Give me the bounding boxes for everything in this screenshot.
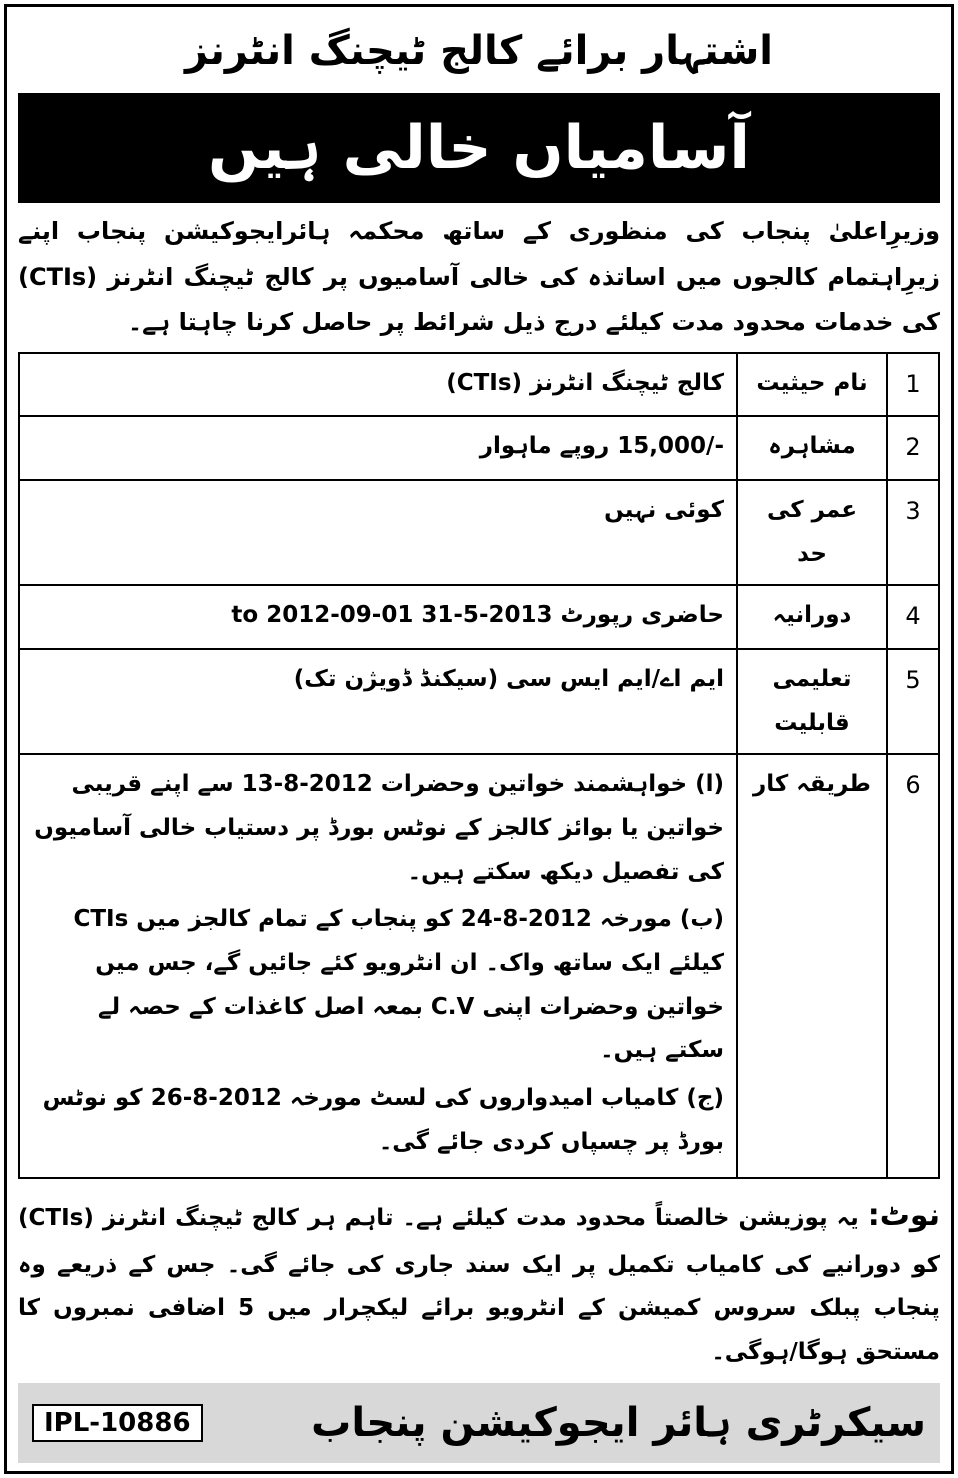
procedure-cell xyxy=(19,754,737,1177)
procedure-point: (ا) خواہشمند خواتین وحضرات 2012-8-13 سے اپنے قریبی خواتین یا بوائز کالجز کے نوٹس بورڈ پر دستیاب خالی آسامیوں کی تفصیل دیکھ سکتے ہیں۔ xyxy=(34,771,724,885)
row-number: 5 xyxy=(887,649,939,754)
row-number: 2 xyxy=(887,416,939,480)
row-value: ایم اے/ایم ایس سی (سیکنڈ ڈویژن تک) xyxy=(19,649,737,754)
intro-paragraph: وزیرِاعلیٰ پنجاب کی منظوری کے ساتھ محکمہ ہائرایجوکیشن پنجاب اپنے زیرِاہتمام کالجوں میں اساتذہ کی خالی آسامیوں پر کالج ٹیچنگ انٹرنز (CTIs) کی خدمات محدود مدت کیلئے درج ذیل شرائط پر حاصل کرنا چاہتا ہے۔ xyxy=(18,217,940,337)
ad-border xyxy=(4,4,954,1474)
row-label: طریقہ کار xyxy=(737,754,887,1177)
table-row xyxy=(19,649,939,754)
table-row xyxy=(19,754,939,1177)
row-label: تعلیمی قابلیت xyxy=(737,649,887,754)
row-number: 1 xyxy=(887,353,939,417)
footer-band xyxy=(18,1383,940,1463)
row-value: حاضری رپورٹ 2013-5-31 to 2012-09-01 xyxy=(19,585,737,649)
row-label: نام حیثیت xyxy=(737,353,887,417)
row-value: کوئی نہیں xyxy=(19,480,737,585)
ad-reference-number: IPL-10886 xyxy=(32,1404,203,1442)
terms-table xyxy=(18,352,940,1179)
table-row xyxy=(19,416,939,480)
ad-title: اشتہار برائے کالج ٹیچنگ انٹرنز xyxy=(184,28,774,74)
row-number: 6 xyxy=(887,754,939,1177)
row-label: دورانیہ xyxy=(737,585,887,649)
row-label: عمر کی حد xyxy=(737,480,887,585)
note-heading: نوٹ: xyxy=(867,1197,940,1233)
row-number: 3 xyxy=(887,480,939,585)
row-value: -/15,000 روپے ماہوار xyxy=(19,416,737,480)
row-label: مشاہرہ xyxy=(737,416,887,480)
table-row xyxy=(19,353,939,417)
issuer-signature: سیکرٹری ہائر ایجوکیشن پنجاب xyxy=(311,1399,926,1446)
table-row xyxy=(19,585,939,649)
vacancies-banner: آسامیاں خالی ہیں xyxy=(18,93,940,203)
note-text: یہ پوزیشن خالصتاً محدود مدت کیلئے ہے۔ تاہم ہر کالج ٹیچنگ انٹرنز (CTIs) کو دورانیے کی کامیاب تکمیل پر ایک سند جاری کی جائے گی۔ جس کے ذریعے وہ پنجاب پبلک سروس کمیشن کے انٹرویو برائے لیکچرار میں 5 اضافی نمبروں کا مستحق ہوگا/ہوگی۔ xyxy=(18,1204,940,1365)
row-value: کالج ٹیچنگ انٹرنز (CTIs) xyxy=(19,353,737,417)
note-section xyxy=(18,1187,940,1375)
procedure-point: (ج) کامیاب امیدواروں کی لسٹ مورخہ 2012-8-26 کو نوٹس بورڈ پر چسپاں کردی جائے گی۔ xyxy=(42,1085,724,1155)
table-row xyxy=(19,480,939,585)
procedure-point: (ب) مورخہ 2012-8-24 کو پنجاب کے تمام کالجز میں CTIs کیلئے ایک ساتھ واک۔ ان انٹرویو کئے جائیں گے، جس میں خواتین وحضرات اپنی C.V بمعہ اصل کاغذات کے حصہ لے سکتے ہیں۔ xyxy=(73,906,724,1064)
row-number: 4 xyxy=(887,585,939,649)
